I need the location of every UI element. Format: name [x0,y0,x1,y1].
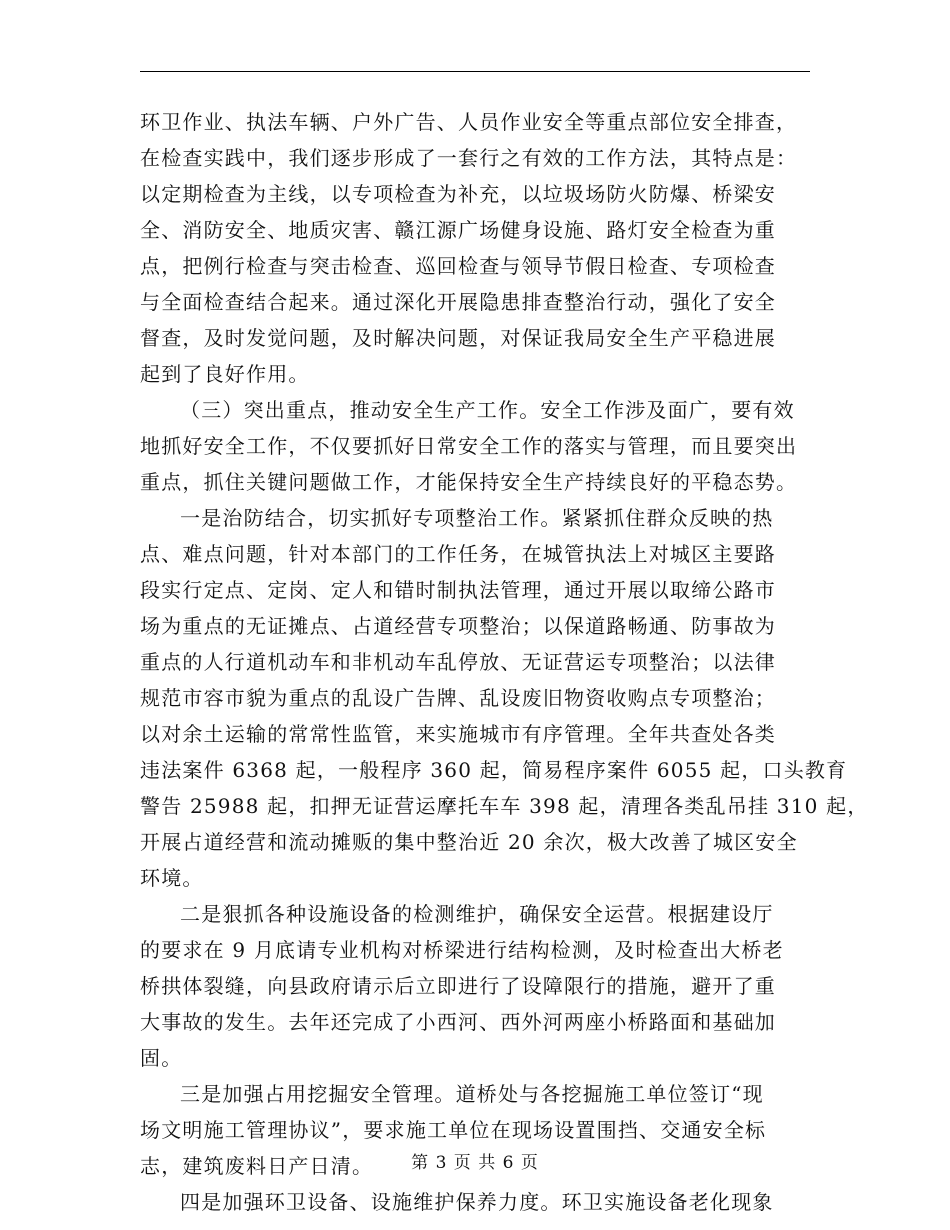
text-line: 段实行定点、定岗、定人和错时制执法管理，通过开展以取缔公路市 [140,578,776,602]
text-line: 环境。 [140,866,204,890]
text-line: 的要求在 9 月底请专业机构对桥梁进行结构检测，及时检查出大桥老 [140,938,784,962]
text-line: 桥拱体裂缝，向县政府请示后立即进行了设障限行的措施，避开了重 [140,974,776,998]
header-rule [140,71,810,72]
text-line: 违法案件 6368 起，一般程序 360 起，简易程序案件 6055 起，口头教育 [140,758,848,782]
text-line: 大事故的发生。去年还完成了小西河、西外河两座小桥路面和基础加 [140,1010,776,1034]
text-line: 起到了良好作用。 [140,362,310,386]
text-line: 督查，及时发觉问题，及时解决问题，对保证我局安全生产平稳进展 [140,326,776,350]
text-line: 环卫作业、执法车辆、户外广告、人员作业安全等重点部位安全排查， [140,110,798,134]
text-line: （三）突出重点，推动安全生产工作。安全工作涉及面广，要有效 [180,398,795,422]
text-line: 固。 [140,1046,183,1070]
text-line: 场为重点的无证摊点、占道经营专项整治；以保道路畅通、防事故为 [140,614,776,638]
text-line: 地抓好安全工作，不仅要抓好日常安全工作的落实与管理，而且要突出 [140,434,798,458]
text-line: 重点的人行道机动车和非机动车乱停放、无证营运专项整治；以法律 [140,650,776,674]
text-line: 开展占道经营和流动摊贩的集中整治近 20 余次，极大改善了城区安全 [140,830,798,854]
text-line: 志，建筑废料日产日清。 [140,1154,374,1178]
text-line: 警告 25988 起，扣押无证营运摩托车车 398 起，清理各类乱吊挂 310 起， [140,794,869,818]
text-line: 以定期检查为主线，以专项检查为补充，以垃圾场防火防爆、桥梁安 [140,182,776,206]
text-line: 四是加强环卫设备、设施维护保养力度。环卫实施设备老化现象 [180,1190,774,1214]
text-line: 重点，抓住关键问题做工作，才能保持安全生产持续良好的平稳态势。 [140,470,798,494]
text-line: 场文明施工管理协议”，要求施工单位在现场设置围挡、交通安全标 [140,1118,767,1142]
text-line: 一是治防结合，切实抓好专项整治工作。紧紧抓住群众反映的热 [180,506,774,530]
text-line: 与全面检查结合起来。通过深化开展隐患排查整治行动，强化了安全 [140,290,776,314]
text-line: 全、消防安全、地质灾害、赣江源广场健身设施、路灯安全检查为重 [140,218,776,242]
text-line: 三是加强占用挖掘安全管理。道桥处与各挖掘施工单位签订“现 [180,1082,764,1106]
text-line: 在检查实践中，我们逐步形成了一套行之有效的工作方法，其特点是： [140,146,798,170]
text-line: 以对余土运输的常常性监管，来实施城市有序管理。全年共查处各类 [140,722,776,746]
text-line: 点，把例行检查与突击检查、巡回检查与领导节假日检查、专项检查 [140,254,776,278]
text-line: 点、难点问题，针对本部门的工作任务，在城管执法上对城区主要路 [140,542,776,566]
text-line: 二是狠抓各种设施设备的检测维护，确保安全运营。根据建设厅 [180,902,774,926]
page-footer: 第 3 页 共 6 页 [411,1153,539,1173]
text-line: 规范市容市貌为重点的乱设广告牌、乱设废旧物资收购点专项整治； [140,686,776,710]
document-body [140,104,869,1220]
